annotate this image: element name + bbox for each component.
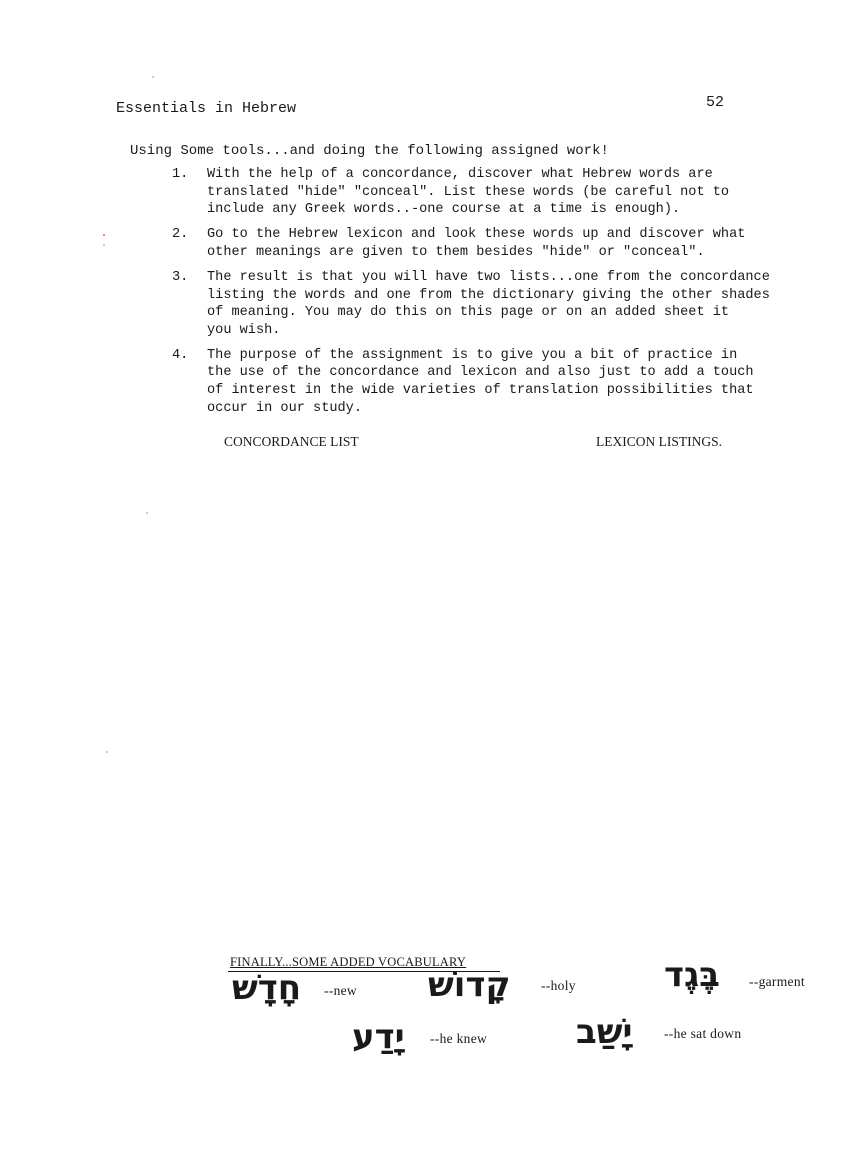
item-number: 1. — [172, 167, 189, 182]
scan-speck — [106, 751, 108, 753]
assignment-list — [172, 166, 812, 425]
page-number: 52 — [706, 94, 725, 111]
item-number: 2. — [172, 227, 189, 243]
assignment-item — [172, 166, 812, 219]
item-line: listing the words and one from the dictionary giving the other shades — [207, 287, 770, 303]
item-line: With the help of a concordance, discover what Hebrew words are — [207, 167, 713, 182]
hebrew-word-knew: יָדַע — [352, 1017, 405, 1057]
hebrew-word-sat-down: יָשַׁב — [576, 1012, 633, 1052]
item-line: The purpose of the assignment is to give you a bit of practice in — [207, 347, 738, 363]
scan-speck — [146, 512, 148, 514]
gloss-new: --new — [324, 983, 357, 998]
item-number: 4. — [172, 347, 189, 363]
gloss-garment: --garment — [749, 974, 805, 989]
assignment-item — [172, 269, 812, 339]
gloss-knew: --he knew — [430, 1031, 488, 1046]
gloss-holy: --holy — [541, 978, 576, 993]
scan-speck — [103, 234, 105, 236]
gloss-sat-down: --he sat down — [664, 1026, 742, 1041]
hebrew-word-holy: קָדוֹשׁ — [428, 965, 511, 1005]
assignment-item — [172, 226, 812, 261]
item-line: other meanings are given to them besides "hide" or "conceal". — [207, 244, 705, 260]
concordance-list-heading: CONCORDANCE LIST — [224, 434, 359, 449]
lexicon-listings-heading: LEXICON LISTINGS. — [596, 434, 722, 449]
item-line: you wish. — [207, 322, 281, 338]
scan-speck — [152, 76, 154, 78]
assignment-item — [172, 347, 812, 417]
item-line: of interest in the wide varieties of translation possibilities that — [207, 383, 754, 399]
item-number: 3. — [172, 269, 189, 285]
item-line: The result is that you will have two lists...one from the concordance — [207, 269, 770, 285]
item-line: Go to the Hebrew lexicon and look these words up and discover what — [207, 227, 746, 243]
hebrew-word-garment: בֶּגֶד — [664, 955, 720, 995]
item-line: translated "hide" "conceal". List these words (be careful not to — [207, 184, 730, 200]
item-line: include any Greek words..-one course at a time is enough). — [207, 202, 681, 218]
vocabulary-title: FINALLY...SOME ADDED VOCABULARY — [230, 955, 467, 969]
item-line: occur in our study. — [207, 400, 362, 416]
item-line: of meaning. You may do this on this page or on an added sheet it — [207, 305, 730, 321]
assignment-intro: Using Some tools...and doing the following assigned work! — [130, 143, 609, 159]
item-line: the use of the concordance and lexicon and also just to add a touch — [207, 365, 754, 381]
hebrew-word-new: חָדָשׁ — [232, 968, 302, 1008]
course-title: Essentials in Hebrew — [116, 100, 297, 117]
scan-speck — [103, 244, 105, 246]
